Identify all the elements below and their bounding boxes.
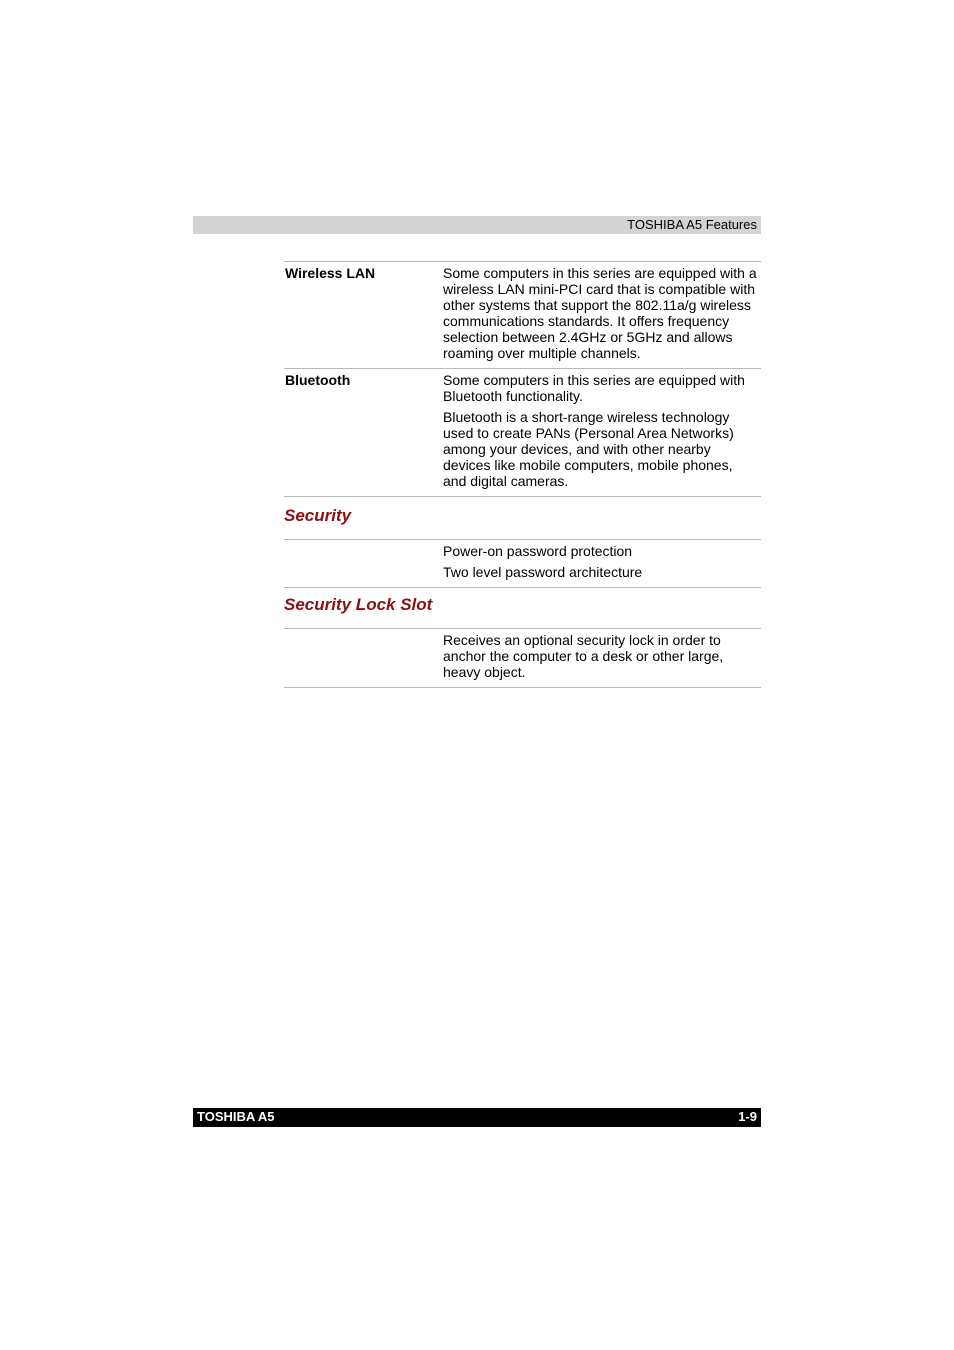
- table-rule: [284, 496, 761, 497]
- section-title-lock-slot: Security Lock Slot: [284, 595, 433, 614]
- term-wireless-lan: Wireless LAN: [285, 265, 376, 281]
- table-rule: [284, 368, 761, 369]
- header-title: TOSHIBA A5 Features: [627, 217, 757, 232]
- table-rule: [284, 687, 761, 688]
- table-rule: [284, 539, 761, 540]
- security-item: Two level password architecture: [443, 564, 643, 580]
- table-rule: [284, 628, 761, 629]
- table-rule: [284, 587, 761, 588]
- table-rule: [284, 261, 761, 262]
- desc-lock-slot: Receives an optional security lock in order to anchor the computer to a desk or other large, heavy object.: [443, 632, 724, 680]
- running-header: [193, 216, 761, 234]
- desc-bluetooth-1: Some computers in this series are equipped with Bluetooth functionality.: [443, 372, 745, 404]
- footer-title: TOSHIBA A5: [197, 1109, 275, 1124]
- page-number: 1-9: [738, 1109, 757, 1124]
- desc-bluetooth-2: Bluetooth is a short-range wireless technology used to create PANs (Personal Area Networks) among your devices, and with other nearby devices like mobile computers, mobile phones, and digital cameras.: [443, 409, 734, 489]
- term-bluetooth: Bluetooth: [285, 372, 351, 388]
- section-title-security: Security: [284, 506, 352, 525]
- desc-wireless-lan: Some computers in this series are equipped with a wireless LAN mini-PCI card that is compatible with other systems that support the 802.11a/g wireless communications standards. It offers frequency selection between 2.4GHz or 5GHz and allows roaming over multiple channels.: [443, 265, 757, 361]
- security-item: Power-on password protection: [443, 543, 633, 559]
- running-footer: [193, 1108, 761, 1127]
